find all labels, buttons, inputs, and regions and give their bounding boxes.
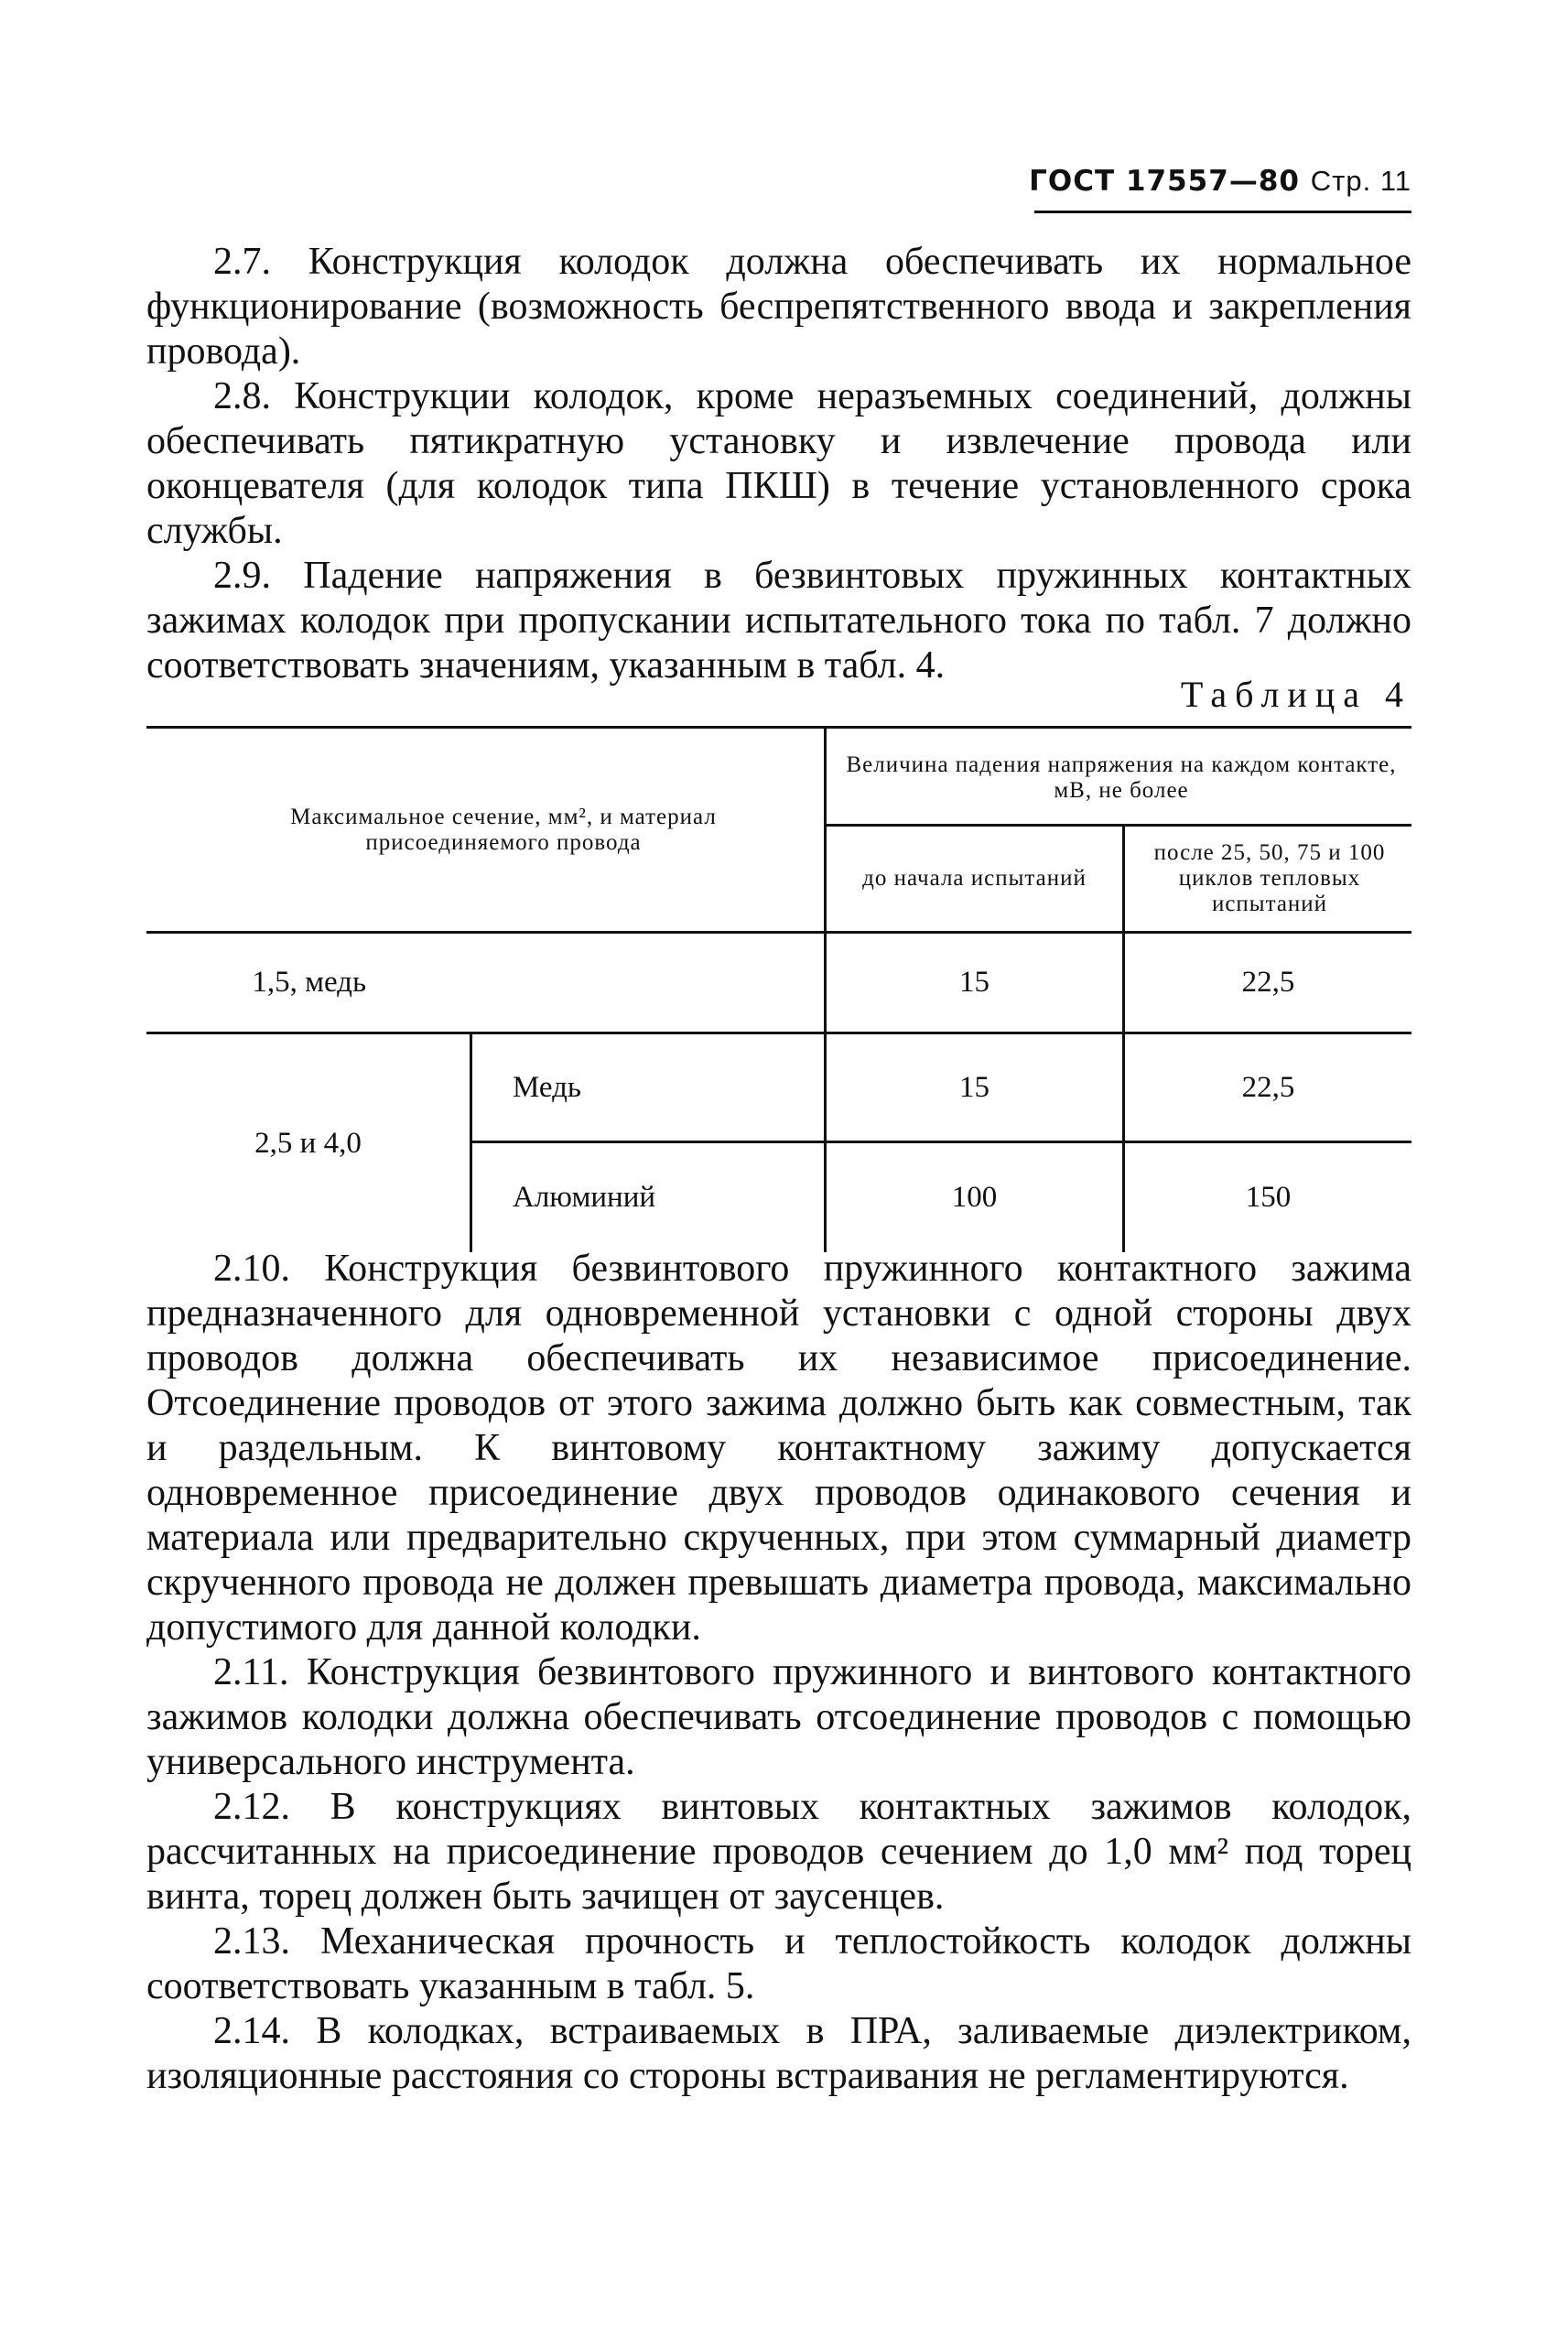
paragraph-2-11: 2.11. Конструкция безвинтового пружинного и винтового контактного зажимов колодки должна обеспечивать отсоединение проводов с помощью универсального инструмента. [146, 1651, 1411, 1783]
table-header-before: до начала испытаний [862, 866, 1087, 891]
paragraph-2-7: 2.7. Конструкция колодок должна обеспечивать их нормальное функционирование (возможность беспрепятственного ввода и закрепления провода). [146, 241, 1411, 373]
table-row2-after: 22,5 [1241, 1070, 1295, 1104]
paragraph-2-10: 2.10. Конструкция безвинтового пружинного контактного зажима предназначенного для одновременной установки с одной стороны двух проводов должна обеспечивать их независимое присоединение. Отсоединение проводов от этого зажима должно быть как совместным, так и раздельным. К винтовому контактному зажиму допускается одновременное присоединение двух проводов одинакового сечения и материала или предварительно скрученных, при этом суммарный диаметр скрученного провода не должен превышать диаметра провода, максимально допустимого для данной колодки. [146, 1248, 1411, 1649]
table-sub-divider [470, 1032, 472, 1252]
table-group2-section: 2,5 и 4,0 [254, 1126, 362, 1160]
table-row2-material: Медь [513, 1070, 581, 1104]
table-row3-after: 150 [1245, 1181, 1292, 1214]
paragraph-2-9: 2.9. Падение напряжения в безвинтовых пружинных контактных зажимах колодок при пропускании испытательного тока по табл. 7 должно соответствовать значениям, указанным в табл. 4. [146, 555, 1411, 687]
table-row3-before: 100 [951, 1181, 998, 1214]
text-block-bottom [146, 1247, 1411, 2099]
page-header [961, 165, 1411, 198]
table-caption: Таблица 4 [1180, 674, 1411, 715]
table-header-voltage-drop: Величина падения напряжения на каждом контакте, мВ, не более [846, 752, 1397, 803]
page-number: Стр. 11 [1310, 165, 1411, 197]
table-header-section: Максимальное сечение, мм², и материал присоединяемого провода [290, 804, 717, 855]
table-header-after: после 25, 50, 75 и 100 циклов тепловых испытаний [1153, 840, 1386, 916]
text-block-top [146, 240, 1411, 688]
table-row1-section: 1,5, медь [252, 966, 366, 999]
table-row1-after: 22,5 [1241, 966, 1295, 999]
standard-code: ГОСТ 17557—80 [1029, 165, 1300, 198]
header-rule [1034, 211, 1411, 213]
table-row1-before: 15 [959, 966, 989, 999]
paragraph-2-12: 2.12. В конструкциях винтовых контактных зажимов колодок, рассчитанных на присоединение проводов сечением до 1,0 мм² под торец винта, торец должен быть зачищен от заусенцев. [146, 1786, 1411, 1918]
paragraph-2-8: 2.8. Конструкции колодок, кроме неразъемных соединений, должны обеспечивать пятикратную установку и извлечение провода или оконцевателя (для колодок типа ПКШ) в течение установленного срока службы. [146, 375, 1411, 552]
paragraph-2-14: 2.14. В колодках, встраиваемых в ПРА, заливаемые диэлектриком, изоляционные расстояния со стороны встраивания не регламентируются. [146, 2010, 1411, 2097]
table-row3-material: Алюминий [513, 1181, 656, 1214]
table-row2-before: 15 [959, 1070, 989, 1104]
paragraph-2-13: 2.13. Механическая прочность и теплостойкость колодок должны соответствовать указанным в табл. 5. [146, 1920, 1411, 2007]
